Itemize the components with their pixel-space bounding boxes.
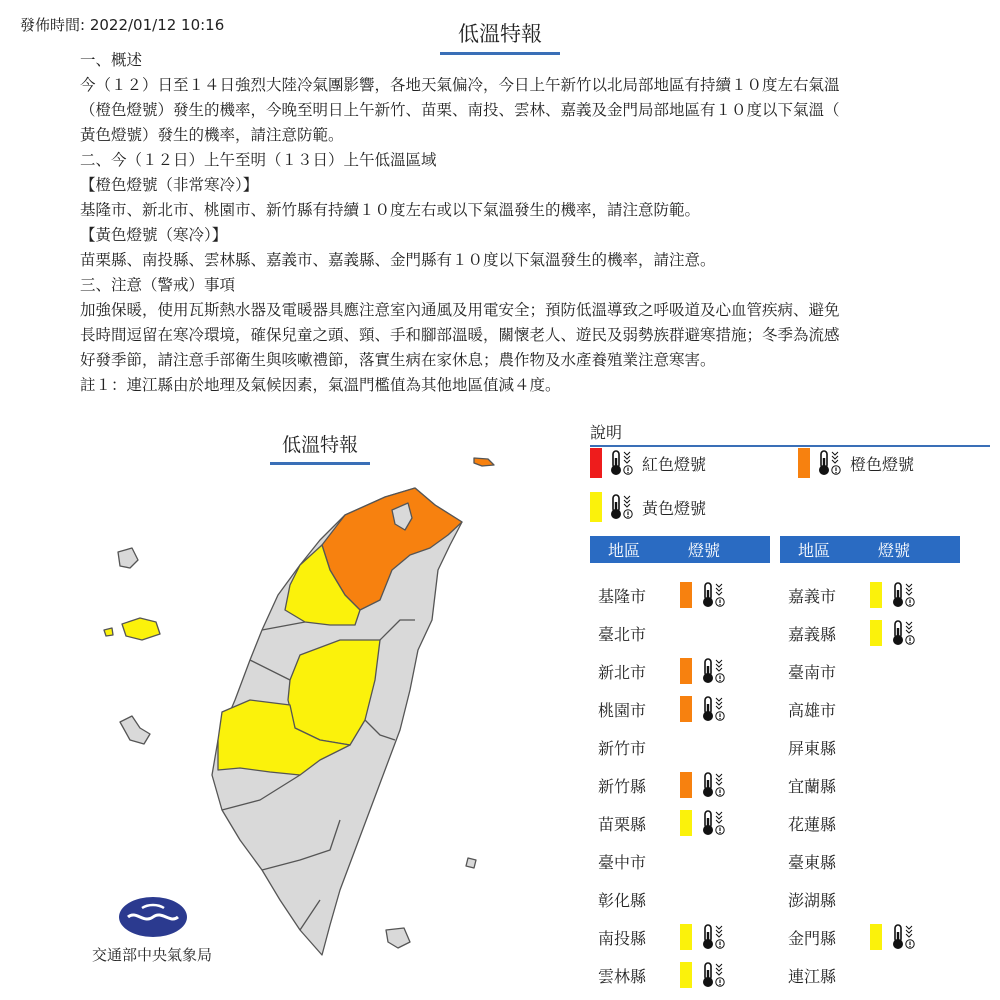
region-row: [780, 694, 870, 724]
red-swatch: [590, 448, 602, 478]
region-name: 臺東縣: [788, 852, 837, 872]
region-name: 連江縣: [788, 966, 837, 986]
col-region: 地區: [608, 541, 641, 560]
legend-red: [590, 448, 706, 478]
text-line: 苗栗縣、南投縣、雲林縣、嘉義市、嘉義縣、金門縣有１０度以下氣溫發生的機率，請注意。: [80, 251, 716, 269]
thermometer-icon: [608, 492, 636, 522]
region-name: 苗栗縣: [598, 814, 647, 834]
region-name: 桃園市: [598, 700, 647, 720]
region-name: 花蓮縣: [788, 814, 837, 834]
thermometer-icon: [890, 580, 918, 610]
island-kinmen: [122, 618, 160, 640]
taiwan-map: [0, 410, 520, 970]
region-row: [590, 808, 728, 838]
legend-yellow-label: 黃色燈號: [642, 498, 707, 518]
thermometer-icon: [700, 770, 728, 800]
thermometer-icon: [608, 448, 636, 478]
region-row: [590, 580, 728, 610]
region-row: [780, 656, 870, 686]
region-row: [590, 618, 680, 648]
col-signal: 燈號: [878, 541, 911, 560]
region-name: 彰化縣: [598, 890, 647, 910]
text-line: 黃色燈號）發生的機率，請注意防範。: [80, 126, 344, 144]
legend-yellow: [590, 492, 706, 522]
text-line: 基隆市、新北市、桃園市、新竹縣有持續１０度左右或以下氣溫發生的機率，請注意防範。: [80, 201, 701, 219]
thermometer-icon: [890, 922, 918, 952]
yellow-signal-bar: [870, 582, 882, 608]
thermometer-icon: [700, 694, 728, 724]
col-signal: 燈號: [688, 541, 721, 560]
orange-swatch: [798, 448, 810, 478]
region-name: 宜蘭縣: [788, 776, 837, 796]
region-row: [590, 656, 728, 686]
region-name: 南投縣: [598, 928, 647, 948]
region-row: [780, 922, 918, 952]
region-name: 嘉義市: [788, 586, 837, 606]
text-line: 【橙色燈號（非常寒冷）】: [80, 176, 259, 194]
thermometer-icon: [700, 960, 728, 990]
thermometer-icon: [700, 808, 728, 838]
island-orange: [474, 458, 494, 466]
region-row: [590, 884, 680, 914]
region-row: [590, 960, 728, 990]
thermometer-icon: [816, 448, 844, 478]
region-row: [780, 580, 918, 610]
cwb-logo: [118, 896, 188, 938]
thermometer-icon: [890, 618, 918, 648]
region-row: [780, 770, 870, 800]
region-name: 臺中市: [598, 852, 647, 872]
island-orchid: [386, 928, 410, 948]
table-header-left: [590, 536, 770, 563]
orange-signal-bar: [680, 772, 692, 798]
bulletin-text: [80, 48, 920, 398]
region-name: 嘉義縣: [788, 624, 837, 644]
region-name: 新竹市: [598, 738, 647, 758]
island-small-yellow: [104, 628, 113, 636]
thermometer-icon: [700, 922, 728, 952]
region-name: 雲林縣: [598, 966, 647, 986]
island-green: [466, 858, 476, 868]
region-row: [780, 618, 918, 648]
region-row: [780, 846, 870, 876]
agency-name: 交通部中央氣象局: [91, 946, 212, 964]
yellow-signal-bar: [680, 962, 692, 988]
region-row: [780, 808, 870, 838]
text-line: 長時間逗留在寒冷環境，確保兒童之頭、頸、手和腳部溫暖，關懷老人、遊民及弱勢族群避寒措施；冬季為流感: [80, 326, 840, 344]
text-line: 加強保暖，使用瓦斯熱水器及電暖器具應注意室內通風及用電安全；預防低溫導致之呼吸道及心血管疾病、避免: [80, 301, 840, 319]
yellow-signal-bar: [680, 924, 692, 950]
legend-title: 說明: [590, 420, 990, 447]
legend-red-label: 紅色燈號: [642, 454, 707, 474]
text-line: 【黃色燈號（寒冷）】: [80, 226, 228, 244]
yellow-signal-bar: [870, 620, 882, 646]
island-penghu: [120, 716, 150, 744]
issue-time: 發佈時間: 2022/01/12 10:16: [20, 16, 225, 34]
text-line: 今（１２）日至１４日強烈大陸冷氣團影響，各地天氣偏冷，今日上午新竹以北局部地區有持續１０度左右氣溫: [80, 76, 840, 94]
island-gray: [118, 548, 138, 568]
region-name: 屏東縣: [788, 738, 837, 758]
orange-signal-bar: [680, 658, 692, 684]
region-name: 澎湖縣: [788, 890, 837, 910]
region-name: 臺北市: [598, 624, 647, 644]
region-row: [590, 922, 728, 952]
map-title: 低溫特報: [270, 430, 370, 465]
table-header-right: [780, 536, 960, 563]
legend-orange-label: 橙色燈號: [850, 454, 915, 474]
region-row: [590, 846, 680, 876]
col-region: 地區: [798, 541, 831, 560]
text-line: 三、注意（警戒）事項: [80, 276, 236, 294]
text-line: 二、今（１２日）上午至明（１３日）上午低溫區域: [80, 151, 437, 169]
yellow-swatch: [590, 492, 602, 522]
text-line: 註１：連江縣由於地理及氣候因素，氣溫門檻值為其他地區值減４度。: [80, 376, 561, 394]
region-name: 臺南市: [788, 662, 837, 682]
region-row: [780, 960, 870, 990]
region-row: [780, 884, 870, 914]
region-name: 金門縣: [788, 928, 837, 948]
orange-signal-bar: [680, 582, 692, 608]
yellow-signal-bar: [680, 810, 692, 836]
text-line: 一、概述: [80, 51, 143, 69]
region-name: 基隆市: [598, 586, 647, 606]
thermometer-icon: [700, 656, 728, 686]
region-row: [780, 732, 870, 762]
region-name: 新竹縣: [598, 776, 647, 796]
legend-orange: [798, 448, 914, 478]
thermometer-icon: [700, 580, 728, 610]
region-row: [590, 694, 728, 724]
region-name: 高雄市: [788, 700, 837, 720]
region-name: 新北市: [598, 662, 647, 682]
text-line: （橙色燈號）發生的機率，今晚至明日上午新竹、苗栗、南投、雲林、嘉義及金門局部地區有１０度以下氣溫（: [80, 101, 840, 119]
region-row: [590, 770, 728, 800]
yellow-signal-bar: [870, 924, 882, 950]
region-row: [590, 732, 680, 762]
text-line: 好發季節，請注意手部衛生與咳嗽禮節，落實生病在家休息；農作物及水產養殖業注意寒害。: [80, 351, 716, 369]
page-title: 低溫特報: [440, 18, 560, 55]
orange-signal-bar: [680, 696, 692, 722]
